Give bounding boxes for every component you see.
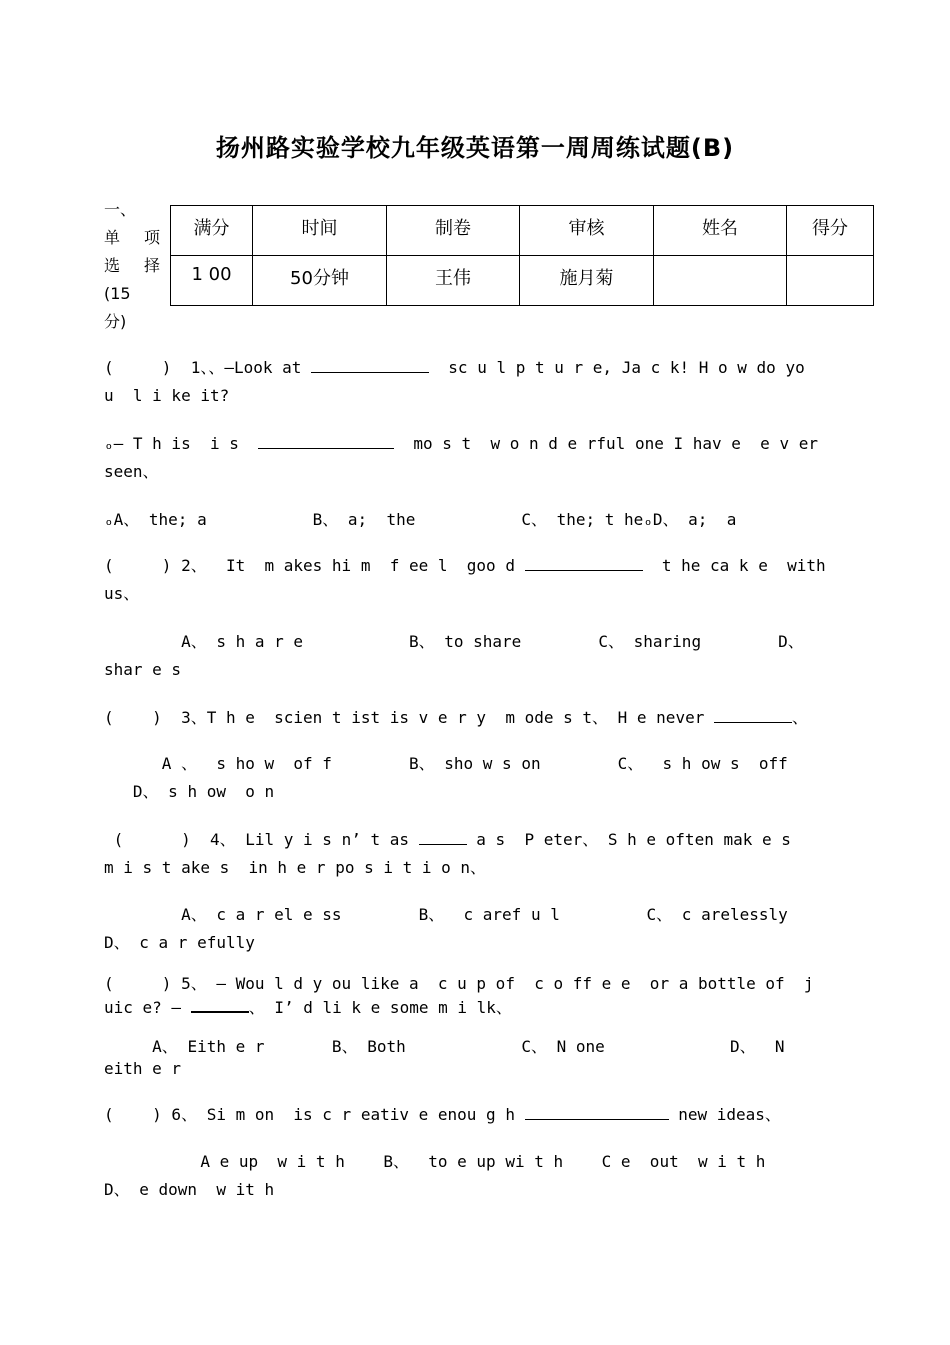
question-4: ( ) 4、 Lil y i s n’ t as a s P eter、 S h e often mak e s m i s t ake s in h e r po s i t i o n、 <box>104 830 791 877</box>
section-char: 项 <box>143 228 160 247</box>
section-points-unit: 分) <box>104 312 127 331</box>
value-time: 50分钟 <box>253 256 387 306</box>
section-points: (15 <box>104 284 131 303</box>
value-author: 王伟 <box>387 256 520 306</box>
question-2-options: A、 s h a r e B、 to share C、 sharing D、 shar e s <box>104 632 804 679</box>
section-char: 单 <box>104 228 121 247</box>
section-label <box>104 196 160 336</box>
answer-blank[interactable] <box>525 1103 669 1120</box>
question-6-options: A e up w i t h B、 to e up wi t h C e out w i t h D、 e down w it h <box>104 1152 766 1199</box>
value-full-score: 1 00 <box>171 256 253 306</box>
question-6: ( ) 6、 Si m on is c r eativ e enou g h new ideas、 <box>104 1105 781 1124</box>
page-title: 扬州路实验学校九年级英语第一周周练试题(B) <box>215 134 735 162</box>
question-5: ( ) 5、 — Wou l d y ou like a c u p of c o ff e e or a bottle of j uic e? — 、 I’ d li k e some m i lk、 <box>104 974 814 1017</box>
header-full-score: 满分 <box>171 206 253 256</box>
question-1-continued: ₒ— T h is i s mo s t w o n d e rful one I hav e e v er seen、 <box>104 434 818 481</box>
question-1: ( ) 1、、—Look at sc u l p t u r e, Ja c k! H o w do yo u l i ke it? <box>104 358 805 405</box>
section-char: 选 <box>104 256 121 275</box>
question-2: ( ) 2、 It m akes hi m f ee l goo d t he ca k e with us、 <box>104 556 826 603</box>
question-3: ( ) 3、T h e scien t ist is v e r y m ode s t、 H e never 、 <box>104 708 808 727</box>
header-name: 姓名 <box>654 206 787 256</box>
section-number: 一、 <box>104 200 137 219</box>
table-header-row <box>171 206 874 256</box>
table-value-row <box>171 256 874 306</box>
question-4-options: A、 c a r el e ss B、 c aref u l C、 c arelessly D、 c a r efully <box>104 905 788 952</box>
value-reviewer: 施月菊 <box>520 256 654 306</box>
header-reviewer: 审核 <box>520 206 654 256</box>
answer-blank[interactable] <box>525 554 643 571</box>
value-name[interactable] <box>654 256 787 306</box>
header-score: 得分 <box>787 206 874 256</box>
question-5-options: A、 Eith e r B、 Both C、 N one D、 N eith e r <box>104 1037 785 1078</box>
header-time: 时间 <box>253 206 387 256</box>
answer-blank[interactable] <box>419 828 467 845</box>
answer-blank[interactable] <box>311 356 429 373</box>
answer-blank[interactable] <box>258 432 394 449</box>
answer-blank[interactable] <box>714 706 792 723</box>
value-score[interactable] <box>787 256 874 306</box>
exam-info-table <box>170 205 874 306</box>
question-3-options: A 、 s ho w of f B、 sho w s on C、 s h ow s off D、 s h ow o n <box>104 754 788 801</box>
answer-blank[interactable] <box>191 995 249 1013</box>
header-author: 制卷 <box>387 206 520 256</box>
section-char: 择 <box>143 256 160 275</box>
question-1-options: ₒA、 the; a B、 a; the C、 the; t heₒD、 a; a <box>104 510 737 529</box>
